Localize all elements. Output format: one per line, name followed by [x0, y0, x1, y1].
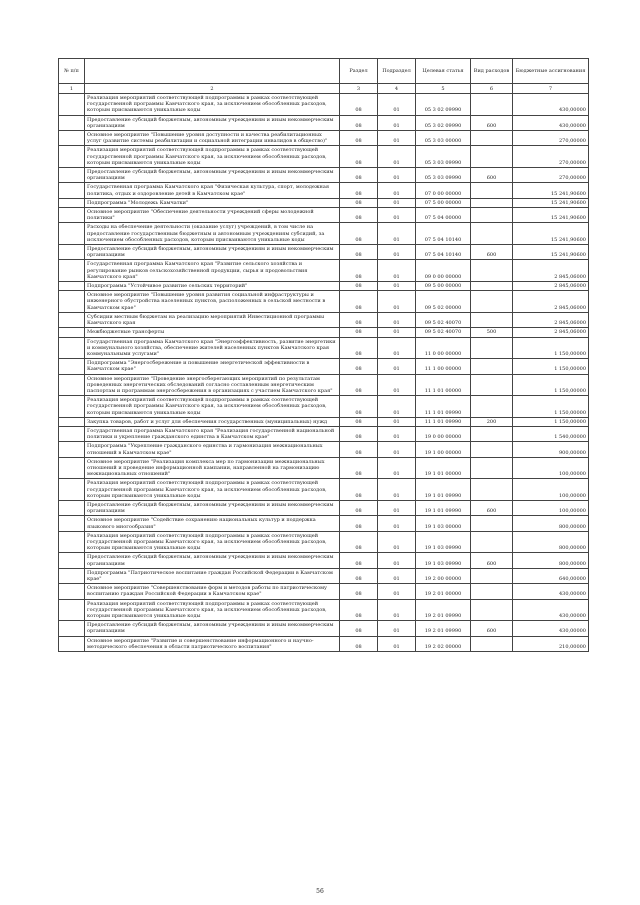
amount-cell: 1 540,00000	[513, 426, 589, 441]
table-row	[59, 260, 589, 282]
expense-cell	[471, 636, 513, 651]
subsection-cell: 01	[378, 198, 416, 207]
table-row	[59, 584, 589, 599]
expense-cell: 500	[471, 328, 513, 337]
expense-cell	[471, 374, 513, 396]
subsection-cell: 01	[378, 131, 416, 146]
section-cell: 08	[340, 245, 378, 260]
name-cell: Подпрограмма "Укрепление гражданского единства и гармонизация межнациональных отношений в Камчатском крае"	[85, 442, 340, 457]
amount-cell: 270,00000	[513, 131, 589, 146]
expense-cell	[471, 198, 513, 207]
target-cell: 09 5 00 00000	[416, 282, 471, 291]
target-cell: 05 3 03 09990	[416, 168, 471, 183]
num-cell	[59, 374, 85, 396]
index-cell: 7	[513, 84, 589, 94]
num-cell	[59, 584, 85, 599]
amount-cell: 100,00000	[513, 500, 589, 515]
target-cell: 19 1 03 09990	[416, 553, 471, 568]
table-row	[59, 500, 589, 515]
name-cell: Реализация мероприятий соответствующей подпрограммы в рамках соответствующей государственной программы Камчатского края, за исключением обособленных расходов, которым присваиваются уникальные коды	[85, 396, 340, 418]
num-cell	[59, 516, 85, 531]
name-cell: Основное мероприятие "Развитие и совершенствование информационного и научно-методического обеспечения в области патриотического воспитания"	[85, 636, 340, 651]
num-cell	[59, 260, 85, 282]
target-cell: 19 1 00 00000	[416, 442, 471, 457]
num-cell	[59, 337, 85, 359]
target-cell: 09 5 02 00000	[416, 291, 471, 313]
target-cell: 11 0 00 00000	[416, 337, 471, 359]
expense-cell	[471, 291, 513, 313]
header-subsection: Подраздел	[378, 59, 416, 84]
subsection-cell: 01	[378, 168, 416, 183]
table-row	[59, 223, 589, 245]
table-row	[59, 442, 589, 457]
table-row	[59, 115, 589, 130]
name-cell: Основное мероприятие "Обеспечение деятельности учреждений сферы молодежной политики"	[85, 208, 340, 223]
table-row	[59, 146, 589, 168]
section-cell: 08	[340, 312, 378, 327]
target-cell: 11 1 01 00000	[416, 374, 471, 396]
section-cell: 08	[340, 282, 378, 291]
num-cell	[59, 599, 85, 621]
expense-cell	[471, 146, 513, 168]
amount-cell: 15 241,90600	[513, 245, 589, 260]
num-cell	[59, 621, 85, 636]
num-cell	[59, 359, 85, 374]
name-cell: Основное мероприятие "Проведение энергосберегающих мероприятий по результатам проведенных энергетических обследований согласно составленным энергетическим паспортам и программам энергосбережения в организациях с участием Камчатского края"	[85, 374, 340, 396]
name-cell: Реализация мероприятий соответствующей подпрограммы в рамках соответствующей государственной программы Камчатского края, за исключением обособленных расходов, которым присваиваются уникальные коды	[85, 94, 340, 116]
name-cell: Предоставление субсидий бюджетным, автономным учреждениям и иным некоммерческим организациям	[85, 245, 340, 260]
section-cell: 08	[340, 374, 378, 396]
num-cell	[59, 94, 85, 116]
index-cell: 5	[416, 84, 471, 94]
section-cell: 08	[340, 291, 378, 313]
num-cell	[59, 500, 85, 515]
section-cell: 08	[340, 516, 378, 531]
table-row	[59, 531, 589, 553]
name-cell: Основное мероприятие "Совершенствование форм и методов работы по патриотическому воспитанию граждан Российской Федерации в Камчатском крае"	[85, 584, 340, 599]
target-cell: 07 5 04 10140	[416, 245, 471, 260]
name-cell: Межбюджетные трансферты	[85, 328, 340, 337]
subsection-cell: 01	[378, 426, 416, 441]
amount-cell: 15 241,90600	[513, 183, 589, 198]
expense-cell	[471, 457, 513, 479]
table-row	[59, 553, 589, 568]
expense-cell	[471, 131, 513, 146]
expense-cell	[471, 260, 513, 282]
section-cell: 08	[340, 396, 378, 418]
expense-cell: 200	[471, 417, 513, 426]
target-cell: 11 1 01 09990	[416, 396, 471, 418]
table-row	[59, 599, 589, 621]
subsection-cell: 01	[378, 584, 416, 599]
name-cell: Основное мероприятие "Содействие сохранению национальных культур и поддержка языкового многообразия"	[85, 516, 340, 531]
name-cell: Субсидии местным бюджетам на реализацию мероприятий Инвестиционной программы Камчатского края	[85, 312, 340, 327]
expense-cell	[471, 516, 513, 531]
subsection-cell: 01	[378, 621, 416, 636]
num-cell	[59, 479, 85, 501]
subsection-cell: 01	[378, 500, 416, 515]
target-cell: 11 1 01 09990	[416, 417, 471, 426]
target-cell: 19 2 01 09990	[416, 599, 471, 621]
target-cell: 05 3 03 00000	[416, 131, 471, 146]
name-cell: Предоставление субсидий бюджетным, автономным учреждениям и иным некоммерческим организациям	[85, 621, 340, 636]
subsection-cell: 01	[378, 599, 416, 621]
amount-cell: 2 845,06000	[513, 312, 589, 327]
section-cell: 08	[340, 479, 378, 501]
target-cell: 09 5 02 40070	[416, 312, 471, 327]
name-cell: Подпрограмма "Устойчивое развитие сельских территорий"	[85, 282, 340, 291]
target-cell: 19 2 01 00000	[416, 584, 471, 599]
table-row	[59, 282, 589, 291]
amount-cell: 800,00000	[513, 516, 589, 531]
subsection-cell: 01	[378, 568, 416, 583]
name-cell: Государственная программа Камчатского края "Физическая культура, спорт, молодежная политика, отдых и оздоровление детей в Камчатском крае"	[85, 183, 340, 198]
expense-cell	[471, 359, 513, 374]
expense-cell	[471, 183, 513, 198]
target-cell: 19 1 03 09990	[416, 531, 471, 553]
amount-cell: 430,00000	[513, 621, 589, 636]
table-row	[59, 636, 589, 651]
table-row	[59, 312, 589, 327]
amount-cell: 1 150,00000	[513, 374, 589, 396]
header-amount: Бюджетные ассигнования	[513, 59, 589, 84]
section-cell: 08	[340, 168, 378, 183]
num-cell	[59, 223, 85, 245]
name-cell: Государственная программа Камчатского края "Реализация государственной национальной политики и укрепление гражданского единства в Камчатском крае"	[85, 426, 340, 441]
num-cell	[59, 442, 85, 457]
target-cell: 07 0 00 00000	[416, 183, 471, 198]
subsection-cell: 01	[378, 260, 416, 282]
subsection-cell: 01	[378, 516, 416, 531]
index-cell: 1	[59, 84, 85, 94]
table-row	[59, 396, 589, 418]
expense-cell	[471, 442, 513, 457]
subsection-cell: 01	[378, 146, 416, 168]
num-cell	[59, 115, 85, 130]
amount-cell: 1 150,00000	[513, 359, 589, 374]
name-cell: Государственная программа Камчатского края "Развитие сельского хозяйства и регулирование рынков сельскохозяйственной продукции, сырья и продовольствия Камчатского края"	[85, 260, 340, 282]
num-cell	[59, 198, 85, 207]
name-cell: Реализация мероприятий соответствующей подпрограммы в рамках соответствующей государственной программы Камчатского края, за исключением обособленных расходов, которым присваиваются уникальные коды	[85, 479, 340, 501]
section-cell: 08	[340, 636, 378, 651]
table-row	[59, 359, 589, 374]
table-row	[59, 131, 589, 146]
expense-cell	[471, 479, 513, 501]
num-cell	[59, 553, 85, 568]
index-cell: 6	[471, 84, 513, 94]
table-row	[59, 198, 589, 207]
section-cell: 08	[340, 146, 378, 168]
expense-cell	[471, 396, 513, 418]
section-cell: 08	[340, 131, 378, 146]
section-cell: 08	[340, 183, 378, 198]
subsection-cell: 01	[378, 245, 416, 260]
section-cell: 08	[340, 568, 378, 583]
expense-cell	[471, 312, 513, 327]
header-name	[85, 59, 340, 84]
index-cell: 4	[378, 84, 416, 94]
num-cell	[59, 568, 85, 583]
name-cell: Закупка товаров, работ и услуг для обеспечения государственных (муниципальных) нужд	[85, 417, 340, 426]
subsection-cell: 01	[378, 553, 416, 568]
table-row	[59, 183, 589, 198]
table-row	[59, 291, 589, 313]
name-cell: Предоставление субсидий бюджетным, автономным учреждениям и иным некоммерческим организациям	[85, 553, 340, 568]
target-cell: 05 3 02 09990	[416, 115, 471, 130]
section-cell: 08	[340, 208, 378, 223]
num-cell	[59, 426, 85, 441]
subsection-cell: 01	[378, 359, 416, 374]
subsection-cell: 01	[378, 374, 416, 396]
table-row	[59, 621, 589, 636]
num-cell	[59, 245, 85, 260]
table-body	[59, 94, 589, 652]
section-cell: 08	[340, 328, 378, 337]
section-cell: 08	[340, 359, 378, 374]
section-cell: 08	[340, 621, 378, 636]
expense-cell	[471, 599, 513, 621]
table-row	[59, 479, 589, 501]
name-cell: Реализация мероприятий соответствующей подпрограммы в рамках соответствующей государственной программы Камчатского края, за исключением обособленных расходов, которым присваиваются уникальные коды	[85, 599, 340, 621]
target-cell: 09 5 02 40070	[416, 328, 471, 337]
expense-cell: 600	[471, 115, 513, 130]
subsection-cell: 01	[378, 94, 416, 116]
amount-cell: 100,00000	[513, 457, 589, 479]
table-row	[59, 516, 589, 531]
num-cell	[59, 636, 85, 651]
amount-cell: 640,00000	[513, 568, 589, 583]
amount-cell: 1 150,00000	[513, 417, 589, 426]
header-section: Раздел	[340, 59, 378, 84]
amount-cell: 800,00000	[513, 553, 589, 568]
name-cell: Подпрограмма "Молодежь Камчатки"	[85, 198, 340, 207]
name-cell: Государственная программа Камчатского края "Энергоэффективность, развитие энергетики и коммунального хозяйства, обеспечение жителей населенных пунктов Камчатского края коммунальными услугами"	[85, 337, 340, 359]
target-cell: 19 1 01 00000	[416, 457, 471, 479]
name-cell: Реализация мероприятий соответствующей подпрограммы в рамках соответствующей государственной программы Камчатского края, за исключением обособленных расходов, которым присваиваются уникальные коды	[85, 146, 340, 168]
amount-cell: 2 845,06000	[513, 291, 589, 313]
target-cell: 05 3 03 09990	[416, 146, 471, 168]
budget-page	[58, 58, 588, 652]
subsection-cell: 01	[378, 223, 416, 245]
num-cell	[59, 312, 85, 327]
header-target: Целевая статья	[416, 59, 471, 84]
section-cell: 08	[340, 442, 378, 457]
table-row	[59, 568, 589, 583]
page-number: 56	[316, 888, 324, 895]
subsection-cell: 01	[378, 208, 416, 223]
column-index-row	[59, 84, 589, 94]
section-cell: 08	[340, 94, 378, 116]
target-cell: 09 0 00 00000	[416, 260, 471, 282]
section-cell: 08	[340, 599, 378, 621]
subsection-cell: 01	[378, 396, 416, 418]
amount-cell: 15 241,90600	[513, 208, 589, 223]
amount-cell: 430,00000	[513, 115, 589, 130]
section-cell: 08	[340, 584, 378, 599]
name-cell: Основное мероприятие "Реализация комплекса мер по гармонизации межнациональных отношений и проведение информационной кампании, направленной на гармонизацию межнациональных отношений"	[85, 457, 340, 479]
expense-cell	[471, 208, 513, 223]
expense-cell: 600	[471, 245, 513, 260]
section-cell: 08	[340, 426, 378, 441]
subsection-cell: 01	[378, 337, 416, 359]
name-cell: Подпрограмма "Патриотическое воспитание граждан Российской Федерации в Камчатском крае"	[85, 568, 340, 583]
amount-cell: 270,00000	[513, 146, 589, 168]
target-cell: 19 1 01 09990	[416, 479, 471, 501]
index-cell: 2	[85, 84, 340, 94]
amount-cell: 1 150,00000	[513, 396, 589, 418]
expense-cell	[471, 584, 513, 599]
section-cell: 08	[340, 417, 378, 426]
expense-cell: 600	[471, 500, 513, 515]
num-cell	[59, 417, 85, 426]
expense-cell	[471, 94, 513, 116]
amount-cell: 430,00000	[513, 599, 589, 621]
num-cell	[59, 457, 85, 479]
header-num: № п/п	[59, 59, 85, 84]
amount-cell: 800,00000	[513, 531, 589, 553]
section-cell: 08	[340, 115, 378, 130]
num-cell	[59, 168, 85, 183]
target-cell: 19 0 00 00000	[416, 426, 471, 441]
target-cell: 19 1 01 09990	[416, 500, 471, 515]
amount-cell: 270,00000	[513, 168, 589, 183]
num-cell	[59, 531, 85, 553]
target-cell: 11 1 00 00000	[416, 359, 471, 374]
budget-table	[58, 58, 589, 652]
name-cell: Реализация мероприятий соответствующей подпрограммы в рамках соответствующей государственной программы Камчатского края, за исключением обособленных расходов, которым присваиваются уникальные коды	[85, 531, 340, 553]
table-row	[59, 94, 589, 116]
expense-cell	[471, 531, 513, 553]
subsection-cell: 01	[378, 328, 416, 337]
num-cell	[59, 208, 85, 223]
subsection-cell: 01	[378, 312, 416, 327]
table-row	[59, 426, 589, 441]
num-cell	[59, 146, 85, 168]
section-cell: 08	[340, 223, 378, 245]
index-cell: 3	[340, 84, 378, 94]
expense-cell	[471, 426, 513, 441]
expense-cell	[471, 223, 513, 245]
subsection-cell: 01	[378, 417, 416, 426]
target-cell: 05 3 02 09990	[416, 94, 471, 116]
table-row	[59, 168, 589, 183]
amount-cell: 430,00000	[513, 584, 589, 599]
amount-cell: 1 150,00000	[513, 337, 589, 359]
subsection-cell: 01	[378, 442, 416, 457]
amount-cell: 210,00000	[513, 636, 589, 651]
section-cell: 08	[340, 531, 378, 553]
section-cell: 08	[340, 553, 378, 568]
target-cell: 07 5 04 00000	[416, 208, 471, 223]
amount-cell: 2 845,06000	[513, 282, 589, 291]
subsection-cell: 01	[378, 457, 416, 479]
section-cell: 08	[340, 260, 378, 282]
table-row	[59, 374, 589, 396]
table-row	[59, 245, 589, 260]
header-expense: Вид расходов	[471, 59, 513, 84]
subsection-cell: 01	[378, 115, 416, 130]
subsection-cell: 01	[378, 479, 416, 501]
target-cell: 07 5 04 10140	[416, 223, 471, 245]
num-cell	[59, 183, 85, 198]
subsection-cell: 01	[378, 531, 416, 553]
amount-cell: 100,00000	[513, 479, 589, 501]
num-cell	[59, 328, 85, 337]
amount-cell: 430,00000	[513, 94, 589, 116]
name-cell: Предоставление субсидий бюджетным, автономным учреждениям и иным некоммерческим организациям	[85, 500, 340, 515]
name-cell: Предоставление субсидий бюджетным, автономным учреждениям и иным некоммерческим организациям	[85, 115, 340, 130]
section-cell: 08	[340, 500, 378, 515]
table-header-row	[59, 59, 589, 84]
amount-cell: 15 241,90600	[513, 198, 589, 207]
name-cell: Предоставление субсидий бюджетным, автономным учреждениям и иным некоммерческим организациям	[85, 168, 340, 183]
num-cell	[59, 396, 85, 418]
target-cell: 19 2 00 00000	[416, 568, 471, 583]
table-row	[59, 328, 589, 337]
expense-cell: 600	[471, 553, 513, 568]
num-cell	[59, 291, 85, 313]
target-cell: 07 5 00 00000	[416, 198, 471, 207]
subsection-cell: 01	[378, 282, 416, 291]
amount-cell: 15 241,90600	[513, 223, 589, 245]
name-cell: Основное мероприятие "Повышение уровня доступности и качества реабилитационных услуг (развитие системы реабилитации и социальной интеграции инвалидов в общество)"	[85, 131, 340, 146]
expense-cell	[471, 337, 513, 359]
name-cell: Расходы на обеспечение деятельности (оказание услуг) учреждений, в том числе на предоставление государственным бюджетным и автономным учреждениям субсидий, за исключением обособленных расходов, которым присваиваются уникальные коды	[85, 223, 340, 245]
table-row	[59, 208, 589, 223]
section-cell: 08	[340, 337, 378, 359]
num-cell	[59, 282, 85, 291]
table-row	[59, 417, 589, 426]
num-cell	[59, 131, 85, 146]
expense-cell: 600	[471, 168, 513, 183]
target-cell: 19 2 02 00000	[416, 636, 471, 651]
subsection-cell: 01	[378, 291, 416, 313]
amount-cell: 2 845,06000	[513, 328, 589, 337]
expense-cell	[471, 568, 513, 583]
amount-cell: 900,00000	[513, 442, 589, 457]
section-cell: 08	[340, 457, 378, 479]
table-row	[59, 457, 589, 479]
name-cell: Основное мероприятие "Повышение уровня развития социальной инфраструктуры и инженерного обустройства населенных пунктов, расположенных в сельской местности в Камчатском крае"	[85, 291, 340, 313]
amount-cell: 2 845,06000	[513, 260, 589, 282]
subsection-cell: 01	[378, 183, 416, 198]
section-cell: 08	[340, 198, 378, 207]
expense-cell: 600	[471, 621, 513, 636]
expense-cell	[471, 282, 513, 291]
subsection-cell: 01	[378, 636, 416, 651]
target-cell: 19 1 03 00000	[416, 516, 471, 531]
target-cell: 19 2 01 09990	[416, 621, 471, 636]
table-row	[59, 337, 589, 359]
name-cell: Подпрограмма "Энергосбережение и повышение энергетической эффективности в Камчатском крае"	[85, 359, 340, 374]
